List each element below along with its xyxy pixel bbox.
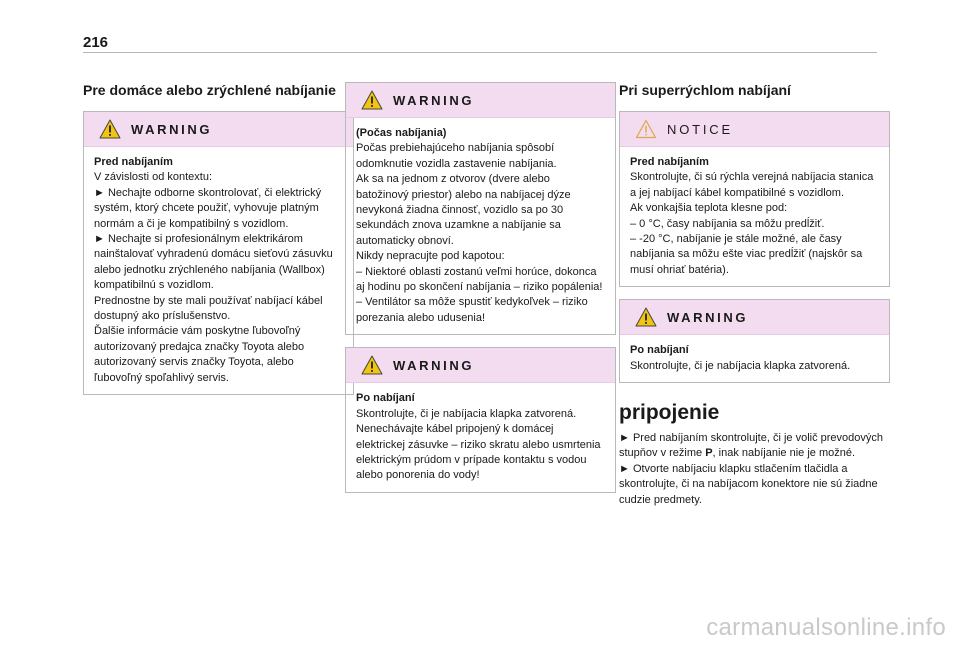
page-number: 216 bbox=[83, 34, 109, 51]
warning-line: Ak sa na jednom z otvorov (dvere alebo batožinový priestor) alebo na nabíjacej dýze nevykoná žiadna činnosť, vozidlo sa po 30 sekundách znova uzamkne a nabíjanie sa automaticky obnoví. bbox=[356, 173, 571, 247]
warning-line: Skontrolujte, či je nabíjacia klapka zatvorená. bbox=[630, 359, 851, 372]
notice-body bbox=[620, 147, 889, 286]
section-title-home-charging: Pre domáce alebo zrýchlené nabíjanie bbox=[83, 82, 336, 98]
section-title-connection: pripojenie bbox=[619, 401, 720, 425]
warning-header bbox=[620, 300, 889, 335]
warning-line: Skontrolujte, či je nabíjacia klapka zatvorená. bbox=[356, 407, 577, 420]
notice-triangle-icon bbox=[635, 119, 657, 139]
warning-label: WARNING bbox=[393, 357, 475, 373]
warning-line: Nenechávajte kábel pripojený k domácej elektrickej zásuvke – riziko skratu alebo usmrtenia elektrickým prúdom v prípade kontaktu s vodou alebo ponorenia do vody! bbox=[356, 423, 601, 482]
header-rule bbox=[83, 52, 877, 53]
warning-subtitle: Po nabíjaní bbox=[630, 344, 689, 357]
section-title-superfast-charging: Pri superrýchlom nabíjaní bbox=[619, 82, 791, 98]
warning-body bbox=[346, 383, 615, 491]
warning-line: ► Nechajte si profesionálnym elektrikárom nainštalovať vyhradenú domácu sieťovú zásuvku alebo jednotku zrýchleného nabíjania (Wallbox) kompatibilnú s vozidlom. bbox=[94, 233, 333, 292]
warning-line: Nikdy nepracujte pod kapotou: bbox=[356, 250, 505, 263]
column-2 bbox=[345, 82, 616, 505]
notice-line: Ak vonkajšia teplota klesne pod: bbox=[630, 202, 788, 215]
warning-line: – Niektoré oblasti zostanú veľmi horúce, dokonca aj hodinu po skončení nabíjania – riziko popálenia! bbox=[356, 265, 603, 294]
notice-header bbox=[620, 112, 889, 147]
warning-line: Ďalšie informácie vám poskytne ľubovoľný autorizovaný predajca značky Toyota alebo autorizovaný servis značky Toyota, alebo ľubovoľný spoľahlivý servis. bbox=[94, 325, 305, 384]
notice-subtitle: Pred nabíjaním bbox=[630, 156, 709, 168]
warning-line: Prednostne by ste mali používať nabíjací kábel dostupný ako príslušenstvo. bbox=[94, 294, 323, 323]
warning-label: WARNING bbox=[393, 92, 475, 108]
warning-header bbox=[346, 348, 615, 383]
warning-header bbox=[346, 83, 615, 118]
warning-subtitle: Po nabíjaní bbox=[356, 392, 415, 405]
notice-line: – -20 °C, nabíjanie je stále možné, ale časy nabíjania sa môžu ešte viac predĺžiť (najskôr sa musí ohriať batéria). bbox=[630, 233, 863, 276]
connection-text bbox=[619, 431, 890, 508]
warning-line: – Ventilátor sa môže spustiť kedykoľvek – riziko porezania alebo udusenia! bbox=[356, 296, 588, 324]
notice-line: – 0 °C, časy nabíjania sa môžu predĺžiť. bbox=[630, 217, 825, 230]
column-3 bbox=[619, 82, 890, 508]
warning-triangle-icon bbox=[635, 307, 657, 327]
warning-label: WARNING bbox=[667, 309, 749, 325]
warning-header bbox=[84, 112, 353, 147]
column-1 bbox=[83, 82, 354, 407]
warning-body bbox=[84, 147, 353, 394]
warning-box-during-charging bbox=[345, 82, 616, 335]
warning-body bbox=[620, 335, 889, 382]
connection-step-1-a: ► Pred nabíjaním skontrolujte, či je volič prevodových stupňov v režime bbox=[619, 432, 884, 460]
warning-label: WARNING bbox=[131, 121, 213, 137]
warning-subtitle: Pred nabíjaním bbox=[94, 156, 173, 168]
warning-line: ► Nechajte odborne skontrolovať, či elektrický systém, ktorý chcete použiť, vyhovuje platným normám a či je kompatibilný s vozidlom. bbox=[94, 186, 322, 230]
notice-box-before-charging bbox=[619, 111, 890, 287]
connection-step-1-c: , inak nabíjanie nie je možné. bbox=[712, 447, 856, 460]
warning-subtitle: (Počas nabíjania) bbox=[356, 127, 447, 139]
warning-box-after-charging bbox=[345, 347, 616, 492]
watermark: carmanualsonline.info bbox=[706, 614, 946, 641]
notice-label: NOTICE bbox=[667, 121, 733, 137]
warning-body bbox=[346, 118, 615, 334]
warning-triangle-icon bbox=[361, 355, 383, 375]
connection-step-2: ► Otvorte nabíjaciu klapku stlačením tlačidla a skontrolujte, či na nabíjacom konektore nie sú žiadne cudzie predmety. bbox=[619, 462, 878, 506]
gear-p: P bbox=[705, 447, 713, 460]
notice-line: Skontrolujte, či sú rýchla verejná nabíjacia stanica a jej nabíjací kábel kompatibilné s vozidlom. bbox=[630, 171, 874, 199]
warning-line: V závislosti od kontextu: bbox=[94, 171, 213, 184]
warning-triangle-icon bbox=[99, 119, 121, 139]
warning-line: Počas prebiehajúceho nabíjania spôsobí odomknutie vozidla zastavenie nabíjania. bbox=[356, 142, 557, 170]
connection-step-1 bbox=[619, 431, 890, 462]
warning-box-after-superfast bbox=[619, 299, 890, 383]
warning-box-before-charging bbox=[83, 111, 354, 395]
warning-triangle-icon bbox=[361, 90, 383, 110]
